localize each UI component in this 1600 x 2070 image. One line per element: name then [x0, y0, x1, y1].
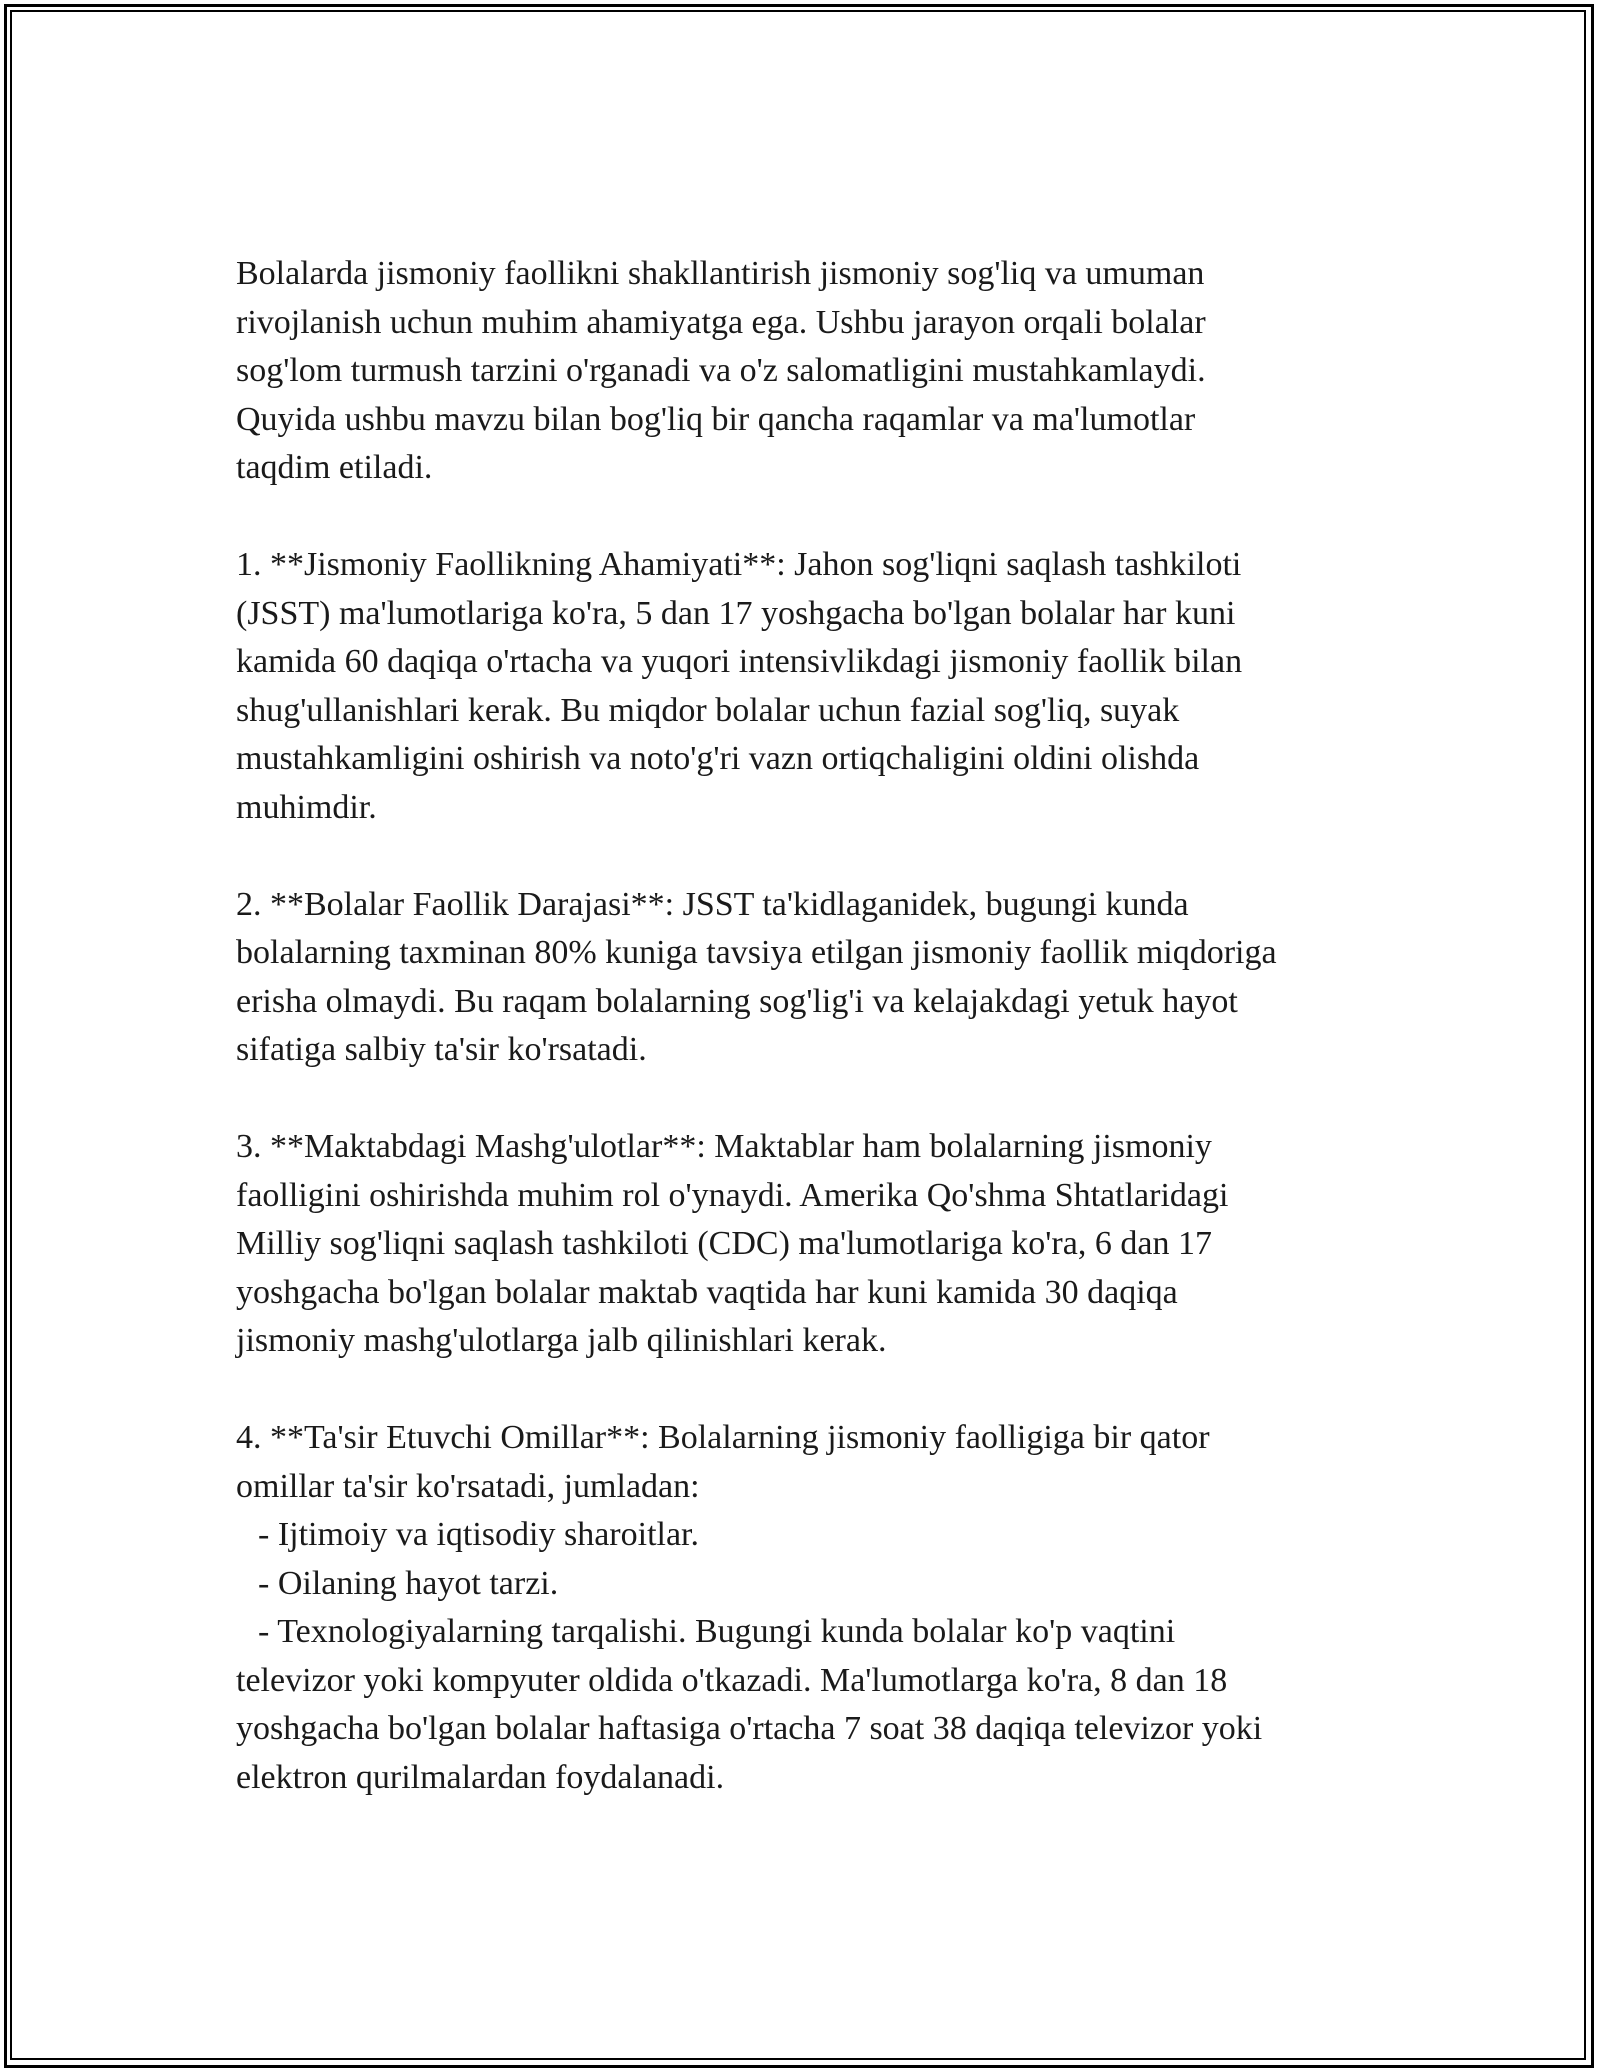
list-item: - Texnologiyalarning tarqalishi. Bugungi kunda bolalar ko'p vaqtini [258, 1613, 1176, 1650]
list-item: - Oilaning hayot tarzi. [258, 1564, 559, 1602]
text-line: sifatiga salbiy ta'sir ko'rsatadi. [236, 1031, 647, 1068]
text-line: televizor yoki kompyuter oldida o'tkazadi. Ma'lumotlarga ko'ra, 8 dan 18 [236, 1661, 1228, 1699]
text-line: Milliy sog'liqni saqlash tashkiloti (CDC) ma'lumotlariga ko'ra, 6 dan 17 [236, 1225, 1212, 1262]
text-line: kamida 60 daqiqa o'rtacha va yuqori intensivlikdagi jismoniy faollik bilan [236, 643, 1243, 680]
list-item: - Ijtimoiy va iqtisodiy sharoitlar. [258, 1516, 700, 1553]
text-line: yoshgacha bo'lgan bolalar haftasiga o'rtacha 7 soat 38 daqiqa televizor yoki [236, 1710, 1263, 1747]
section-2-paragraph [236, 881, 1376, 1075]
text-line: 3. **Maktabdagi Mashg'ulotlar**: Maktablar ham bolalarning jismoniy [236, 1128, 1212, 1165]
text-line: yoshgacha bo'lgan bolalar maktab vaqtida har kuni kamida 30 daqiqa [236, 1273, 1178, 1311]
text-line: Bolalarda jismoniy faollikni shakllantirish jismoniy sog'liq va umuman [236, 255, 1205, 292]
section-4-paragraph [236, 1414, 1376, 1802]
section-1-paragraph [236, 541, 1376, 832]
text-line: rivojlanish uchun muhim ahamiyatga ega. Ushbu jarayon orqali bolalar [236, 303, 1206, 341]
text-line: 2. **Bolalar Faollik Darajasi**: JSST ta'kidlaganidek, bugungi kunda [236, 885, 1189, 923]
text-line: jismoniy mashg'ulotlarga jalb qilinishlari kerak. [236, 1322, 887, 1359]
text-line: bolalarning taxminan 80% kuniga tavsiya etilgan jismoniy faollik miqdoriga [236, 934, 1277, 971]
text-line: 4. **Ta'sir Etuvchi Omillar**: Bolalarning jismoniy faolligiga bir qator [236, 1419, 1210, 1456]
text-line: muhimdir. [236, 788, 377, 826]
text-line: shug'ullanishlari kerak. Bu miqdor bolalar uchun fazial sog'liq, suyak [236, 691, 1180, 729]
text-line: (JSST) ma'lumotlariga ko'ra, 5 dan 17 yoshgacha bo'lgan bolalar har kuni [236, 594, 1236, 632]
text-line: elektron qurilmalardan foydalanadi. [236, 1758, 725, 1796]
section-3-paragraph [236, 1123, 1376, 1366]
intro-paragraph [236, 250, 1376, 493]
text-line: Quyida ushbu mavzu bilan bog'liq bir qancha raqamlar va ma'lumotlar [236, 400, 1196, 438]
text-line: taqdim etiladi. [236, 449, 433, 486]
document-body [236, 250, 1376, 1851]
text-line: omillar ta'sir ko'rsatadi, jumladan: [236, 1467, 700, 1505]
text-line: 1. **Jismoniy Faollikning Ahamiyati**: Jahon sog'liqni saqlash tashkiloti [236, 546, 1242, 583]
text-line: faolligini oshirishda muhim rol o'ynaydi. Amerika Qo'shma Shtatlaridagi [236, 1176, 1229, 1214]
text-line: sog'lom turmush tarzini o'rganadi va o'z salomatligini mustahkamlaydi. [236, 352, 1206, 389]
text-line: erisha olmaydi. Bu raqam bolalarning sog'lig'i va kelajakdagi yetuk hayot [236, 982, 1238, 1020]
text-line: mustahkamligini oshirish va noto'g'ri vazn ortiqchaligini oldini olishda [236, 740, 1200, 777]
